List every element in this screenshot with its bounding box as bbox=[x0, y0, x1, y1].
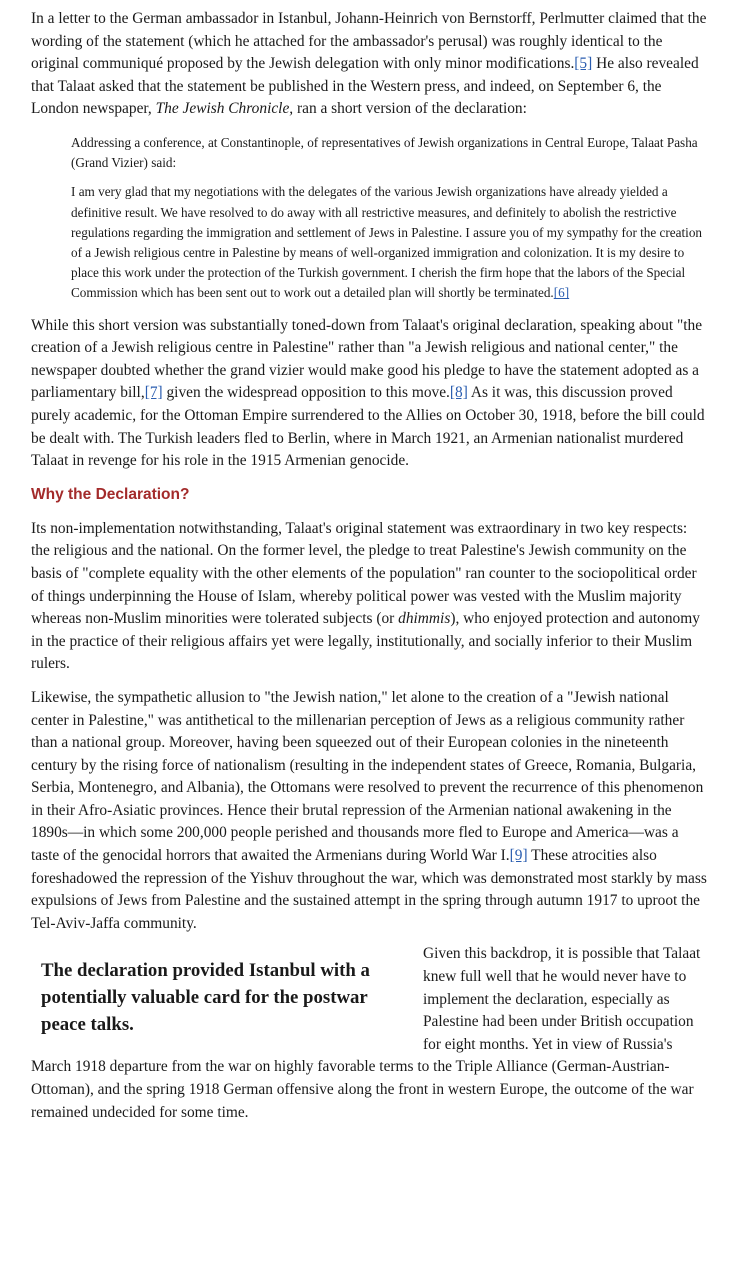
text: He also revealed that Talaat asked that the statement be published in the Western press, and indeed, on September 6, the London newspaper, bbox=[31, 55, 699, 118]
article-body bbox=[31, 8, 707, 1124]
text: Its non-implementation notwithstanding, Talaat's original statement was extraordinary in two key respects: the religious and the national. On the former level, the pledge to treat Palestine's Jewish community on the basis of "complete equality with the other elements of the population" ran counter to the sociopolitical order of things underpinning the House of Islam, whereby political power was vested with the Muslim majority whereas non-Muslim minorities were tolerated subjects (or bbox=[31, 519, 697, 628]
newspaper-title: The Jewish Chronicle, bbox=[155, 100, 294, 118]
quote-intro: Addressing a conference, at Constantinople, of representatives of Jewish organizations in Central Europe, Talaat Pasha (Grand Vizier) said: bbox=[71, 134, 698, 171]
text: These atrocities also foreshadowed the repression of the Yishuv throughout the war, which was demonstrated most starkly by mass expulsions of Jews from Palestine and the sustained attempt in the spring through autumn 1917 to uproot the Tel-Aviv-Jaffa community. bbox=[31, 847, 707, 932]
paragraph-letter bbox=[31, 8, 707, 121]
term-dhimmis: dhimmis bbox=[398, 610, 451, 628]
text: ), who enjoyed protection and autonomy in the practice of their religious affairs yet were legally, institutionally, and socially inferior to their Muslim rulers. bbox=[31, 610, 700, 673]
footnote-link-7[interactable]: [7] bbox=[144, 384, 163, 402]
footnote-link-5[interactable]: [5] bbox=[574, 55, 593, 73]
pull-quote: The declaration provided Istanbul with a potentially valuable card for the postwar peace talks. bbox=[41, 960, 370, 1036]
text: While this short version was substantially toned-down from Talaat's original declaration, speaking about "the creation of a Jewish religious centre in Palestine" rather than "a Jewish religious and national center," the newspaper doubted whether the grand vizier would make good his pledge to have the statement adopted as a parliamentary bill, bbox=[31, 316, 703, 402]
text: As it was, this discussion proved purely academic, for the Ottoman Empire surrendered to the Allies on October 30, 1918, before the bill could be dealt with. The Turkish leaders fled to Berlin, where in March 1921, an Armenian nationalist murdered Talaat in revenge for his role in the 1915 Armenian genocide. bbox=[31, 384, 705, 470]
footnote-link-9[interactable]: [9] bbox=[509, 847, 528, 865]
text: given the widespread opposition to this move. bbox=[162, 384, 450, 402]
footnote-link-8[interactable]: [8] bbox=[449, 384, 468, 402]
footnote-link-6[interactable]: [6] bbox=[553, 285, 570, 301]
paragraph-backdrop: Given this backdrop, it is possible that Talaat knew full well that he would never have to implement the declaration, especially as Palestine had been under British occupation for eight months. Yet in view of Russia's March 1918 departure from the war on highly favorable terms to the Triple Alliance (German-Austrian-Ottoman), and the spring 1918 German offensive along the front in western Europe, the outcome of the war remained undecided for some time. bbox=[31, 945, 701, 1121]
paragraph-non-implementation bbox=[31, 518, 707, 676]
blockquote bbox=[71, 133, 707, 304]
paragraph-jewish-nation bbox=[31, 687, 707, 936]
text: Likewise, the sympathetic allusion to "the Jewish nation," let alone to the creation of a "Jewish national center in Palestine," was antithetical to the millenarian perception of Jews as a religious community rather than a national group. Moreover, having been squeezed out of their European colonies in the nineteenth century by the rising force of nationalism (resulting in the independent states of Greece, Romania, Bulgaria, Serbia, Montenegro, and Albania), the Ottomans were resolved to prevent the recurrence of this phenomenon in their Afro-Asiatic provinces. Hence their brutal repression of the Armenian national awakening in the 1890s—in which some 200,000 people perished and thousands more fled to Europe and America—was a taste of the genocidal horrors that awaited the Armenians during World War I. bbox=[31, 688, 704, 865]
section-heading: Why the Declaration? bbox=[31, 485, 190, 503]
text: ran a short version of the declaration: bbox=[293, 100, 527, 118]
text: I am very glad that my negotiations with the delegates of the various Jewish organizations have already yielded a definitive result. We have resolved to do away with all restrictive measures, and definitely to abolish the restrictive regulations regarding the immigration and settlement of Jews in Palestine. I assure you of my sympathy for the creation of a Jewish religious centre in Palestine by means of well-organized immigration and colonization. It is my desire to place this work under the protection of the Turkish government. I cherish the firm hope that the labors of the Special Commission which has been sent out to work out a detailed plan will shortly be terminated. bbox=[71, 184, 703, 301]
text: In a letter to the German ambassador in Istanbul, Johann-Heinrich von Bernstorff, Perlmutter claimed that the wording of the statement (which he attached for the ambassador's perusal) was roughly identical to the original communiqué proposed by the Jewish delegation with only minor modifications. bbox=[31, 10, 707, 73]
quote-body bbox=[71, 182, 707, 303]
paragraph-toned-down bbox=[31, 315, 707, 473]
